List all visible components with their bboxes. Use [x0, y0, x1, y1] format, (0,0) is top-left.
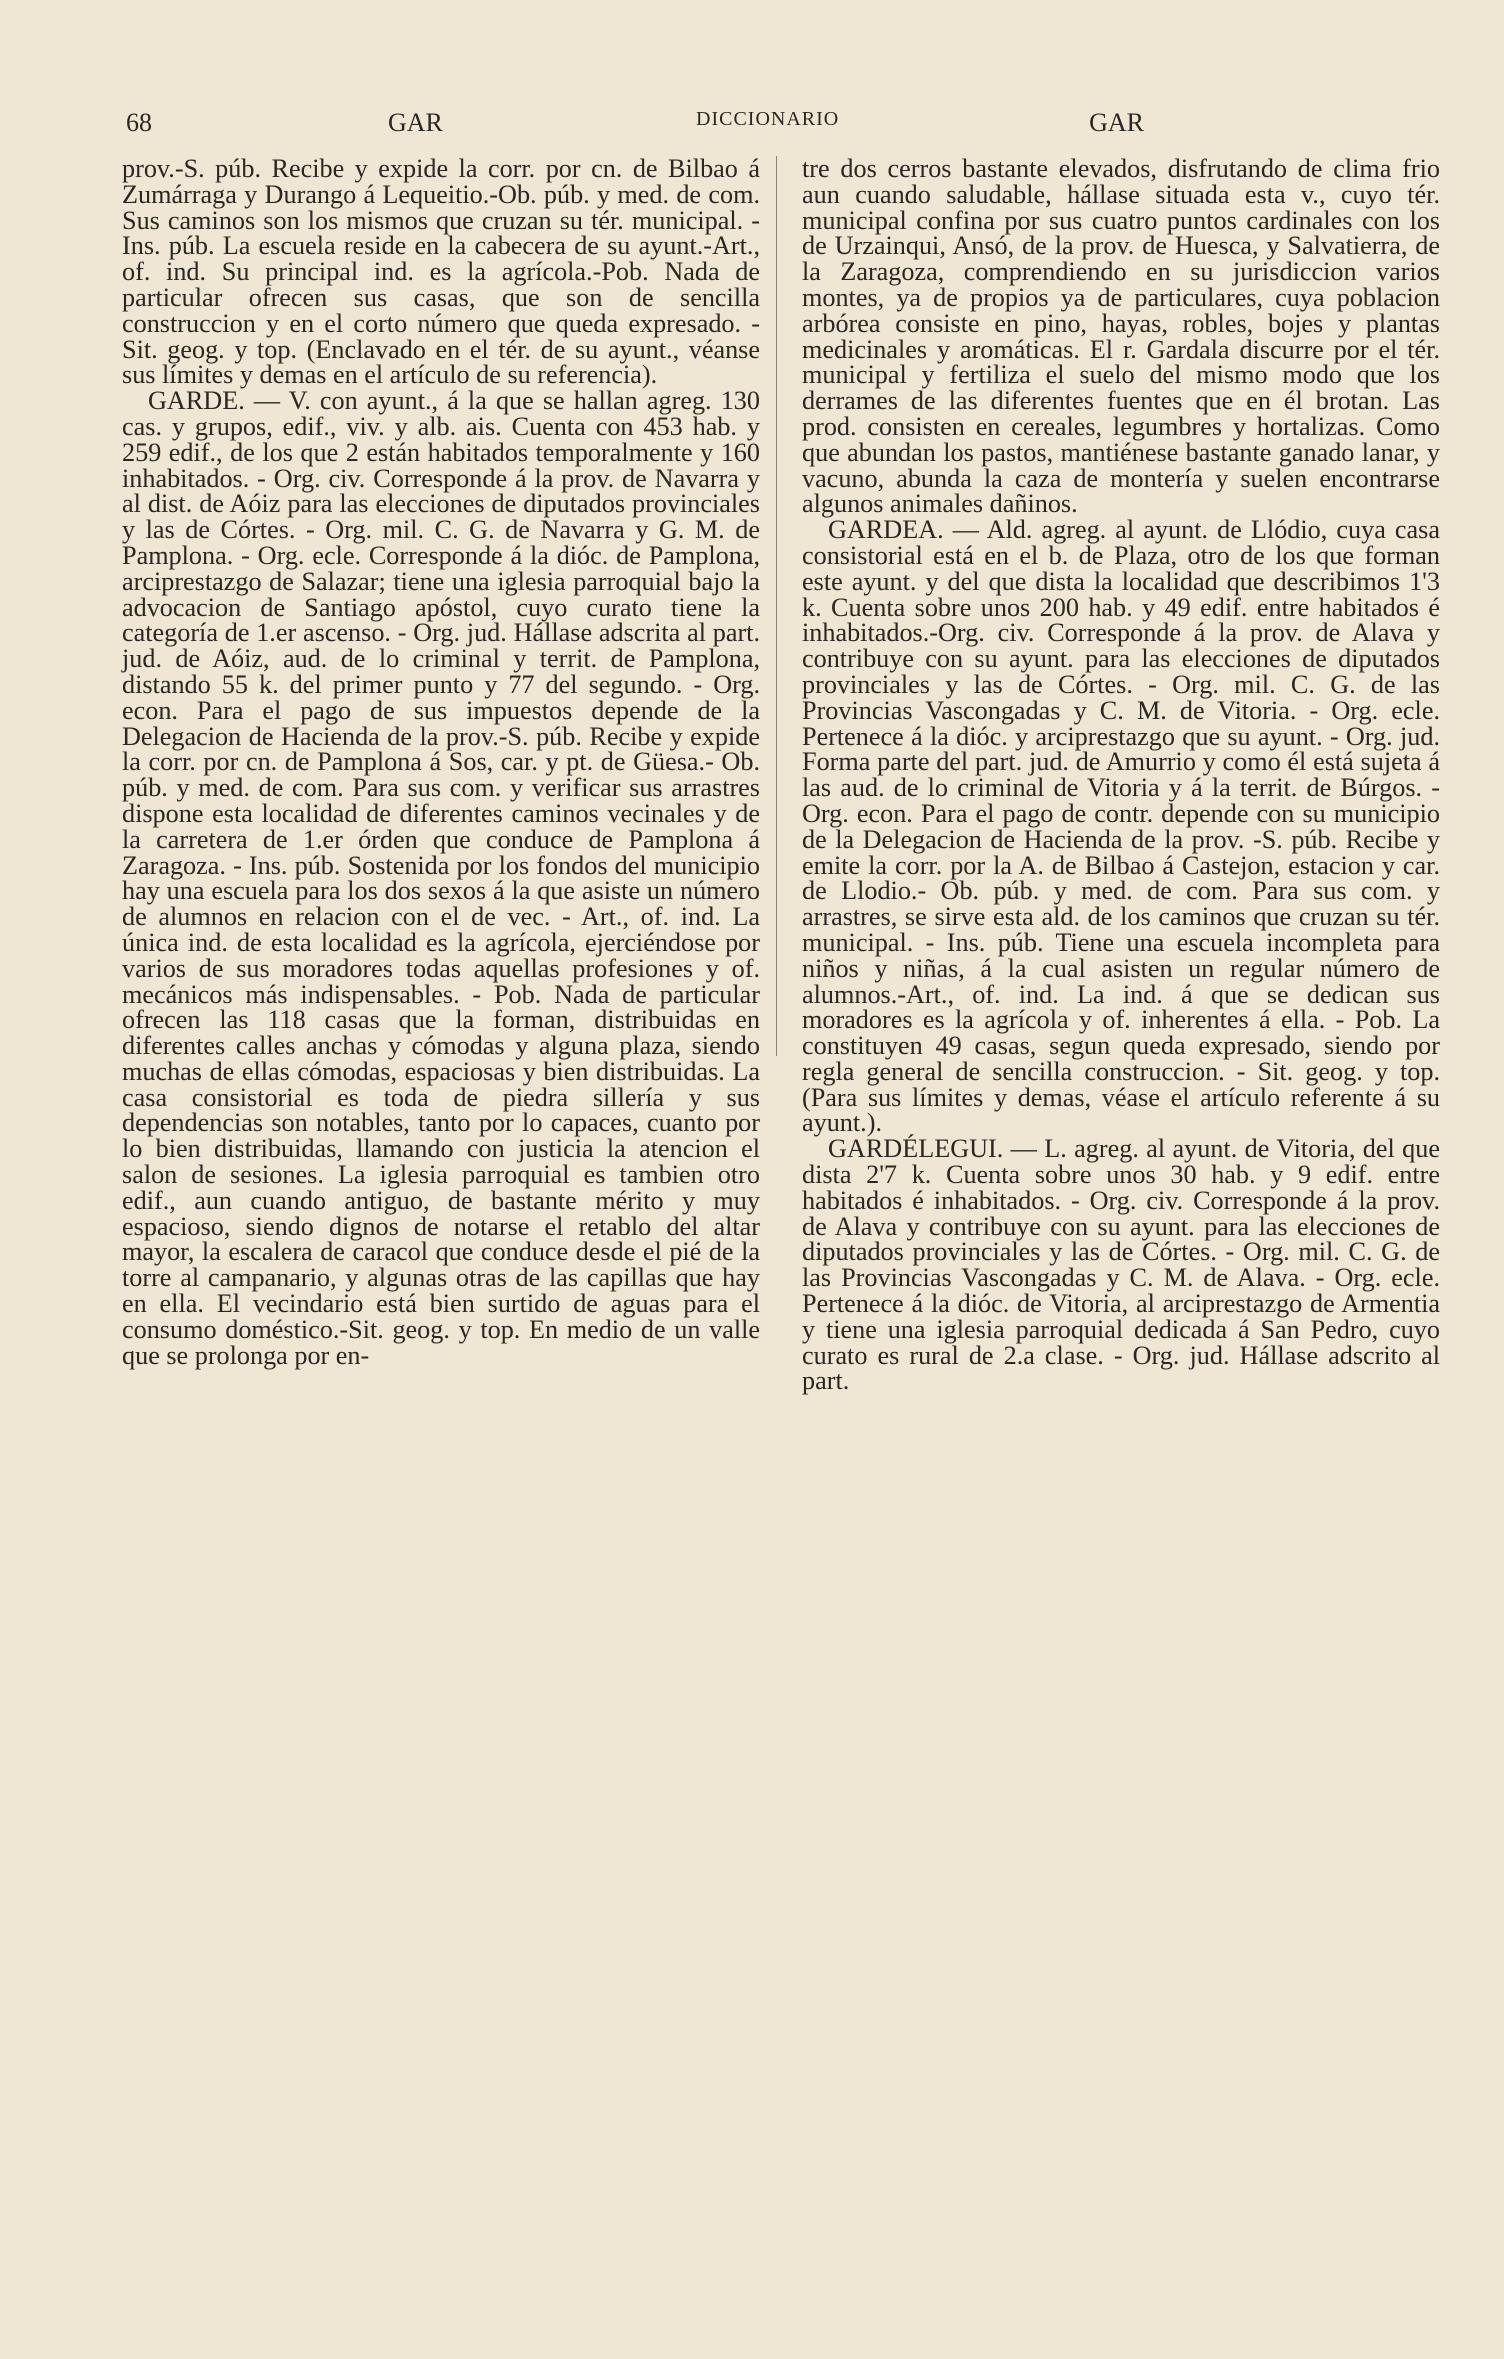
right-column [802, 156, 1440, 1394]
entry-gardelegui: GARDÉLEGUI. — L. agreg. al ayunt. de Vitoria, del que dista 2'7 k. Cuenta sobre unos 30 hab. y 9 edif. entre habitados é inhabitados. - Org. civ. Corresponde á la prov. de Alava y contribuye con su ayunt. para las elecciones de diputados provinciales y las de Córtes. - Org. mil. C. G. de las Provincias Vascongadas y C. M. de Alava. - Org. ecle. Pertenece á la dióc. de Vitoria, al arciprestazgo de Armentia y tiene una iglesia parroquial dedicada á San Pedro, cuyo curato es rural de 2.a clase. - Org. jud. Hállase adscrito al part. [802, 1134, 1440, 1396]
text-columns [122, 156, 1440, 2286]
entry-paragraph: prov.-S. púb. Recibe y expide la corr. por cn. de Bilbao á Zumárraga y Durango á Lequeitio.-Ob. púb. y med. de com. Sus caminos son los mismos que cruzan su tér. municipal. - Ins. púb. La escuela reside en la cabecera de su ayunt.-Art., of. ind. Su principal ind. es la agrícola.-Pob. Nada de particular ofrecen sus casas, que son de sencilla construccion y en el corto número que queda expresado. - Sit. geog. y top. (Enclavado en el tér. de su ayunt., véanse sus límites y demas en el artículo de su referencia). [122, 154, 760, 390]
page-number: 68 [126, 108, 152, 137]
column-divider [776, 156, 777, 1056]
running-title: DICCIONARIO [696, 108, 840, 130]
left-column [122, 156, 760, 1368]
entry-paragraph: tre dos cerros bastante elevados, disfrutando de clima frio aun cuando saludable, hállase situada esta v., cuyo tér. municipal confina por sus cuatro puntos cardinales con los de Urzainqui, Ansó, de la prov. de Huesca, y Salvatierra, de la Zaragoza, comprendiendo en su jurisdiccion varios montes, ya de propios ya de particulares, cuya poblacion arbórea consiste en pino, hayas, robles, bojes y plantas medicinales y aromáticas. El r. Gardala discurre por el tér. municipal y fertiliza el suelo del mismo modo que los derrames de las diferentes fuentes que en él brotan. Las prod. consisten en cereales, legumbres y hortalizas. Como que abundan los pastos, mantiénese bastante ganado lanar, y vacuno, abunda la caza de montería y suelen encontrarse algunos animales dañinos. [802, 154, 1440, 519]
entry-garde: GARDE. — V. con ayunt., á la que se hallan agreg. 130 cas. y grupos, edif., viv. y alb. ais. Cuenta con 453 hab. y 259 edif., de los que 2 están habitados temporalmente y 160 inhabitados. - Org. civ. Corresponde á la prov. de Navarra y al dist. de Aóiz para las elecciones de diputados provinciales y las de Córtes. - Org. mil. C. G. de Navarra y G. M. de Pamplona. - Org. ecle. Corresponde á la dióc. de Pamplona, arciprestazgo de Salazar; tiene una iglesia parroquial bajo la advocacion de Santiago apóstol, cuyo curato tiene la categoría de 1.er ascenso. - Org. jud. Hállase adscrita al part. jud. de Aóiz, aud. de lo criminal y territ. de Pamplona, distando 55 k. del primer punto y 77 del segundo. - Org. econ. Para el pago de sus impuestos depende de la Delegacion de Hacienda de la prov.-S. púb. Recibe y expide la corr. por cn. de Pamplona á Sos, car. y pt. de Güesa.- Ob. púb. y med. de com. Para sus com. y verificar sus arrastres dispone esta localidad de diferentes caminos vecinales y de la carretera de 1.er órden que conduce de Pamplona á Zaragoza. - Ins. púb. Sostenida por los fondos del municipio hay una escuela para los dos sexos á la que asiste un número de alumnos en relacion con el de vec. - Art., of. ind. La única ind. de esta localidad es la agrícola, ejerciéndose por varios de sus moradores todas aquellas profesiones y of. mecánicos más indispensables. - Pob. Nada de particular ofrecen las 118 casas que la forman, distribuidas en diferentes calles anchas y cómodas y alguna plaza, siendo muchas de ellas cómodas, espaciosas y bien distribuidas. La casa consistorial es toda de piedra sillería y sus dependencias son notables, tanto por lo capaces, cuanto por lo bien distribuidas, llamando con justicia la atencion el salon de sesiones. La iglesia parroquial es tambien otro edif., aun cuando antiguo, de bastante mérito y muy espacioso, siendo dignos de notarse el retablo del altar mayor, la escalera de caracol que conduce desde el pié de la torre al campanario, y algunas otras de las capillas que hay en ella. El vecindario está bien surtido de aguas para el consumo doméstico.-Sit. geog. y top. En medio de un valle que se prolonga por en- [122, 386, 760, 1370]
running-head-left: GAR [388, 108, 443, 137]
entry-gardea: GARDEA. — Ald. agreg. al ayunt. de Llódio, cuya casa consistorial está en el b. de Plaza, otro de los que forman este ayunt. y del que dista la localidad que describimos 1'3 k. Cuenta sobre unos 200 hab. y 49 edif. entre habitados é inhabitados.-Org. civ. Corresponde á la prov. de Alava y contribuye con su ayunt. para las elecciones de diputados provinciales y las de Córtes. - Org. mil. C. G. de las Provincias Vascongadas y C. M. de Vitoria. - Org. ecle. Pertenece á la dióc. y arciprestazgo que su ayunt. - Org. jud. Forma parte del part. jud. de Amurrio y como él está sujeta á las aud. de lo criminal de Vitoria y á la territ. de Búrgos. - Org. econ. Para el pago de contr. depende con su municipio de la Delegacion de Hacienda de la prov. -S. púb. Recibe y emite la corr. por la A. de Bilbao á Castejon, estacion y car. de Llodio.- Ob. púb. y med. de com. Para sus com. y arrastres, se sirve esta ald. de los caminos que cruzan su tér. municipal. - Ins. púb. Tiene una escuela incompleta para niños y niñas, á la cual asisten un regular número de alumnos.-Art., of. ind. La ind. á que se dedican sus moradores es la agrícola y of. inherentes á ella. - Pob. La constituyen 49 casas, segun queda expresado, siendo por regla general de sencilla construccion. - Sit. geog. y top. (Para sus límites y demas, véase el artículo referente á su ayunt.). [802, 515, 1440, 1138]
running-head-right: GAR [1089, 108, 1144, 137]
page-header [118, 108, 1384, 148]
